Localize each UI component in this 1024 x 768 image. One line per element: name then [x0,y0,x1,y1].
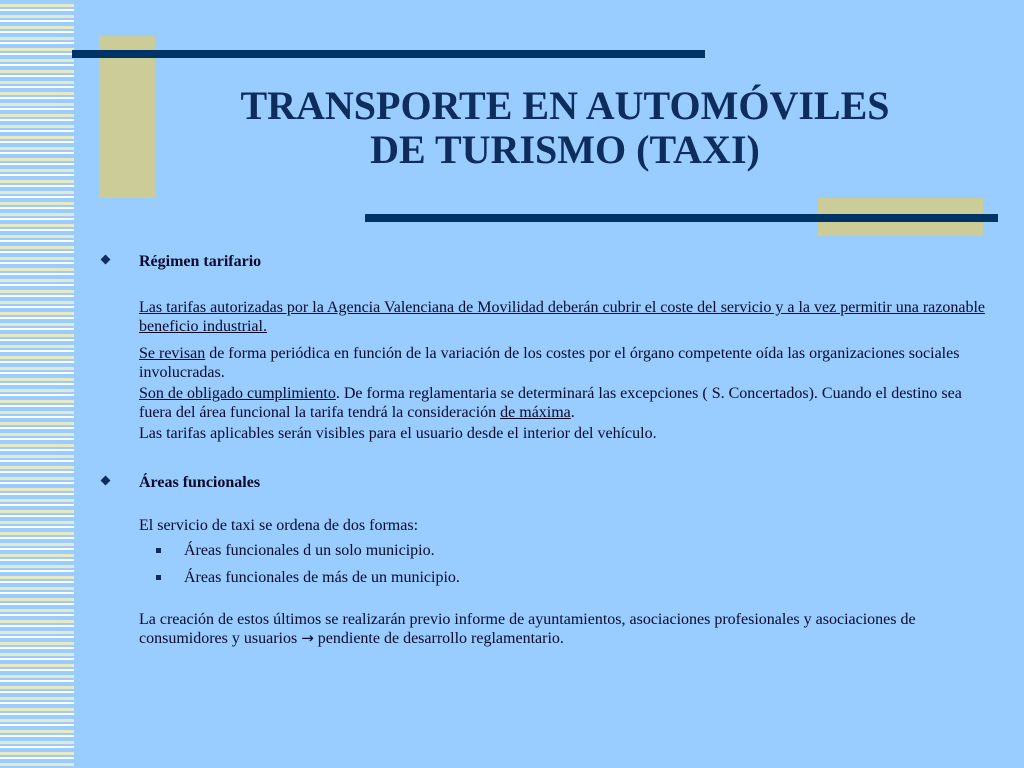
p2-underlined-text: Se revisan [139,345,206,362]
list-item [100,568,990,587]
list-item-text: Áreas funcionales d un solo municipio. [184,542,435,559]
p3-end: . [570,404,575,421]
section2-intro: El servicio de taxi se ordena de dos formas: [139,517,419,534]
list-item [100,541,990,560]
p1-underlined-text: Las tarifas autorizadas por la Agencia Valenciana de Movilidad deberán cubrir el coste del servicio y a la vez permitir una razonable beneficio industrial. [139,299,986,335]
diamond-bullet-icon [101,255,111,265]
diamond-bullet-icon [101,476,111,486]
p3-underlined-text-2: de máxima [500,404,571,421]
paragraph-visibles [100,424,990,443]
slide-title [175,84,955,172]
decorative-block-top [99,36,155,198]
paragraph-intro [100,516,990,535]
p4-text: Las tarifas aplicables serán visibles para el usuario desde el interior del vehículo. [139,425,657,442]
closing-text-2: pendiente de desarrollo reglamentario. [313,630,564,647]
section1-heading: Régimen tarifario [139,253,262,270]
p3-underlined-text: Son de obligado cumplimiento [139,385,336,402]
slide-content [100,252,990,648]
section2-heading: Áreas funcionales [139,474,261,491]
p2-text: de forma periódica en función de la variación de los costes por el órgano competente oída las organizaciones sociales involucradas. [139,345,960,381]
section-heading-regimen [100,252,990,271]
paragraph-tarifas [100,298,990,336]
closing-text-1: La creación de estos últimos se realizarán previo informe de ayuntamientos, asociaciones profesionales y asociaciones de consumidores y usuarios [139,611,916,647]
title-line-2: DE TURISMO (TAXI) [370,127,760,172]
arrow-right-icon: → [301,629,314,647]
p3-text: . De forma reglamentaria se determinará las excepciones ( S. Concertados). Cuando el destino sea fuera del área funcional la tarifa tendrá la consideración [139,385,962,421]
decorative-bar-top [72,50,705,58]
square-bullet-icon [156,548,161,553]
decorative-stripes [0,0,74,768]
paragraph-obligado [100,384,990,422]
paragraph-revisan [100,344,990,382]
square-bullet-icon [156,575,161,580]
paragraph-closing [100,610,990,648]
list-item-text: Áreas funcionales de más de un municipio. [184,569,460,586]
section-heading-areas [100,473,990,492]
decorative-bar-bottom [365,214,998,222]
title-line-1: TRANSPORTE EN AUTOMÓVILES [240,83,890,128]
